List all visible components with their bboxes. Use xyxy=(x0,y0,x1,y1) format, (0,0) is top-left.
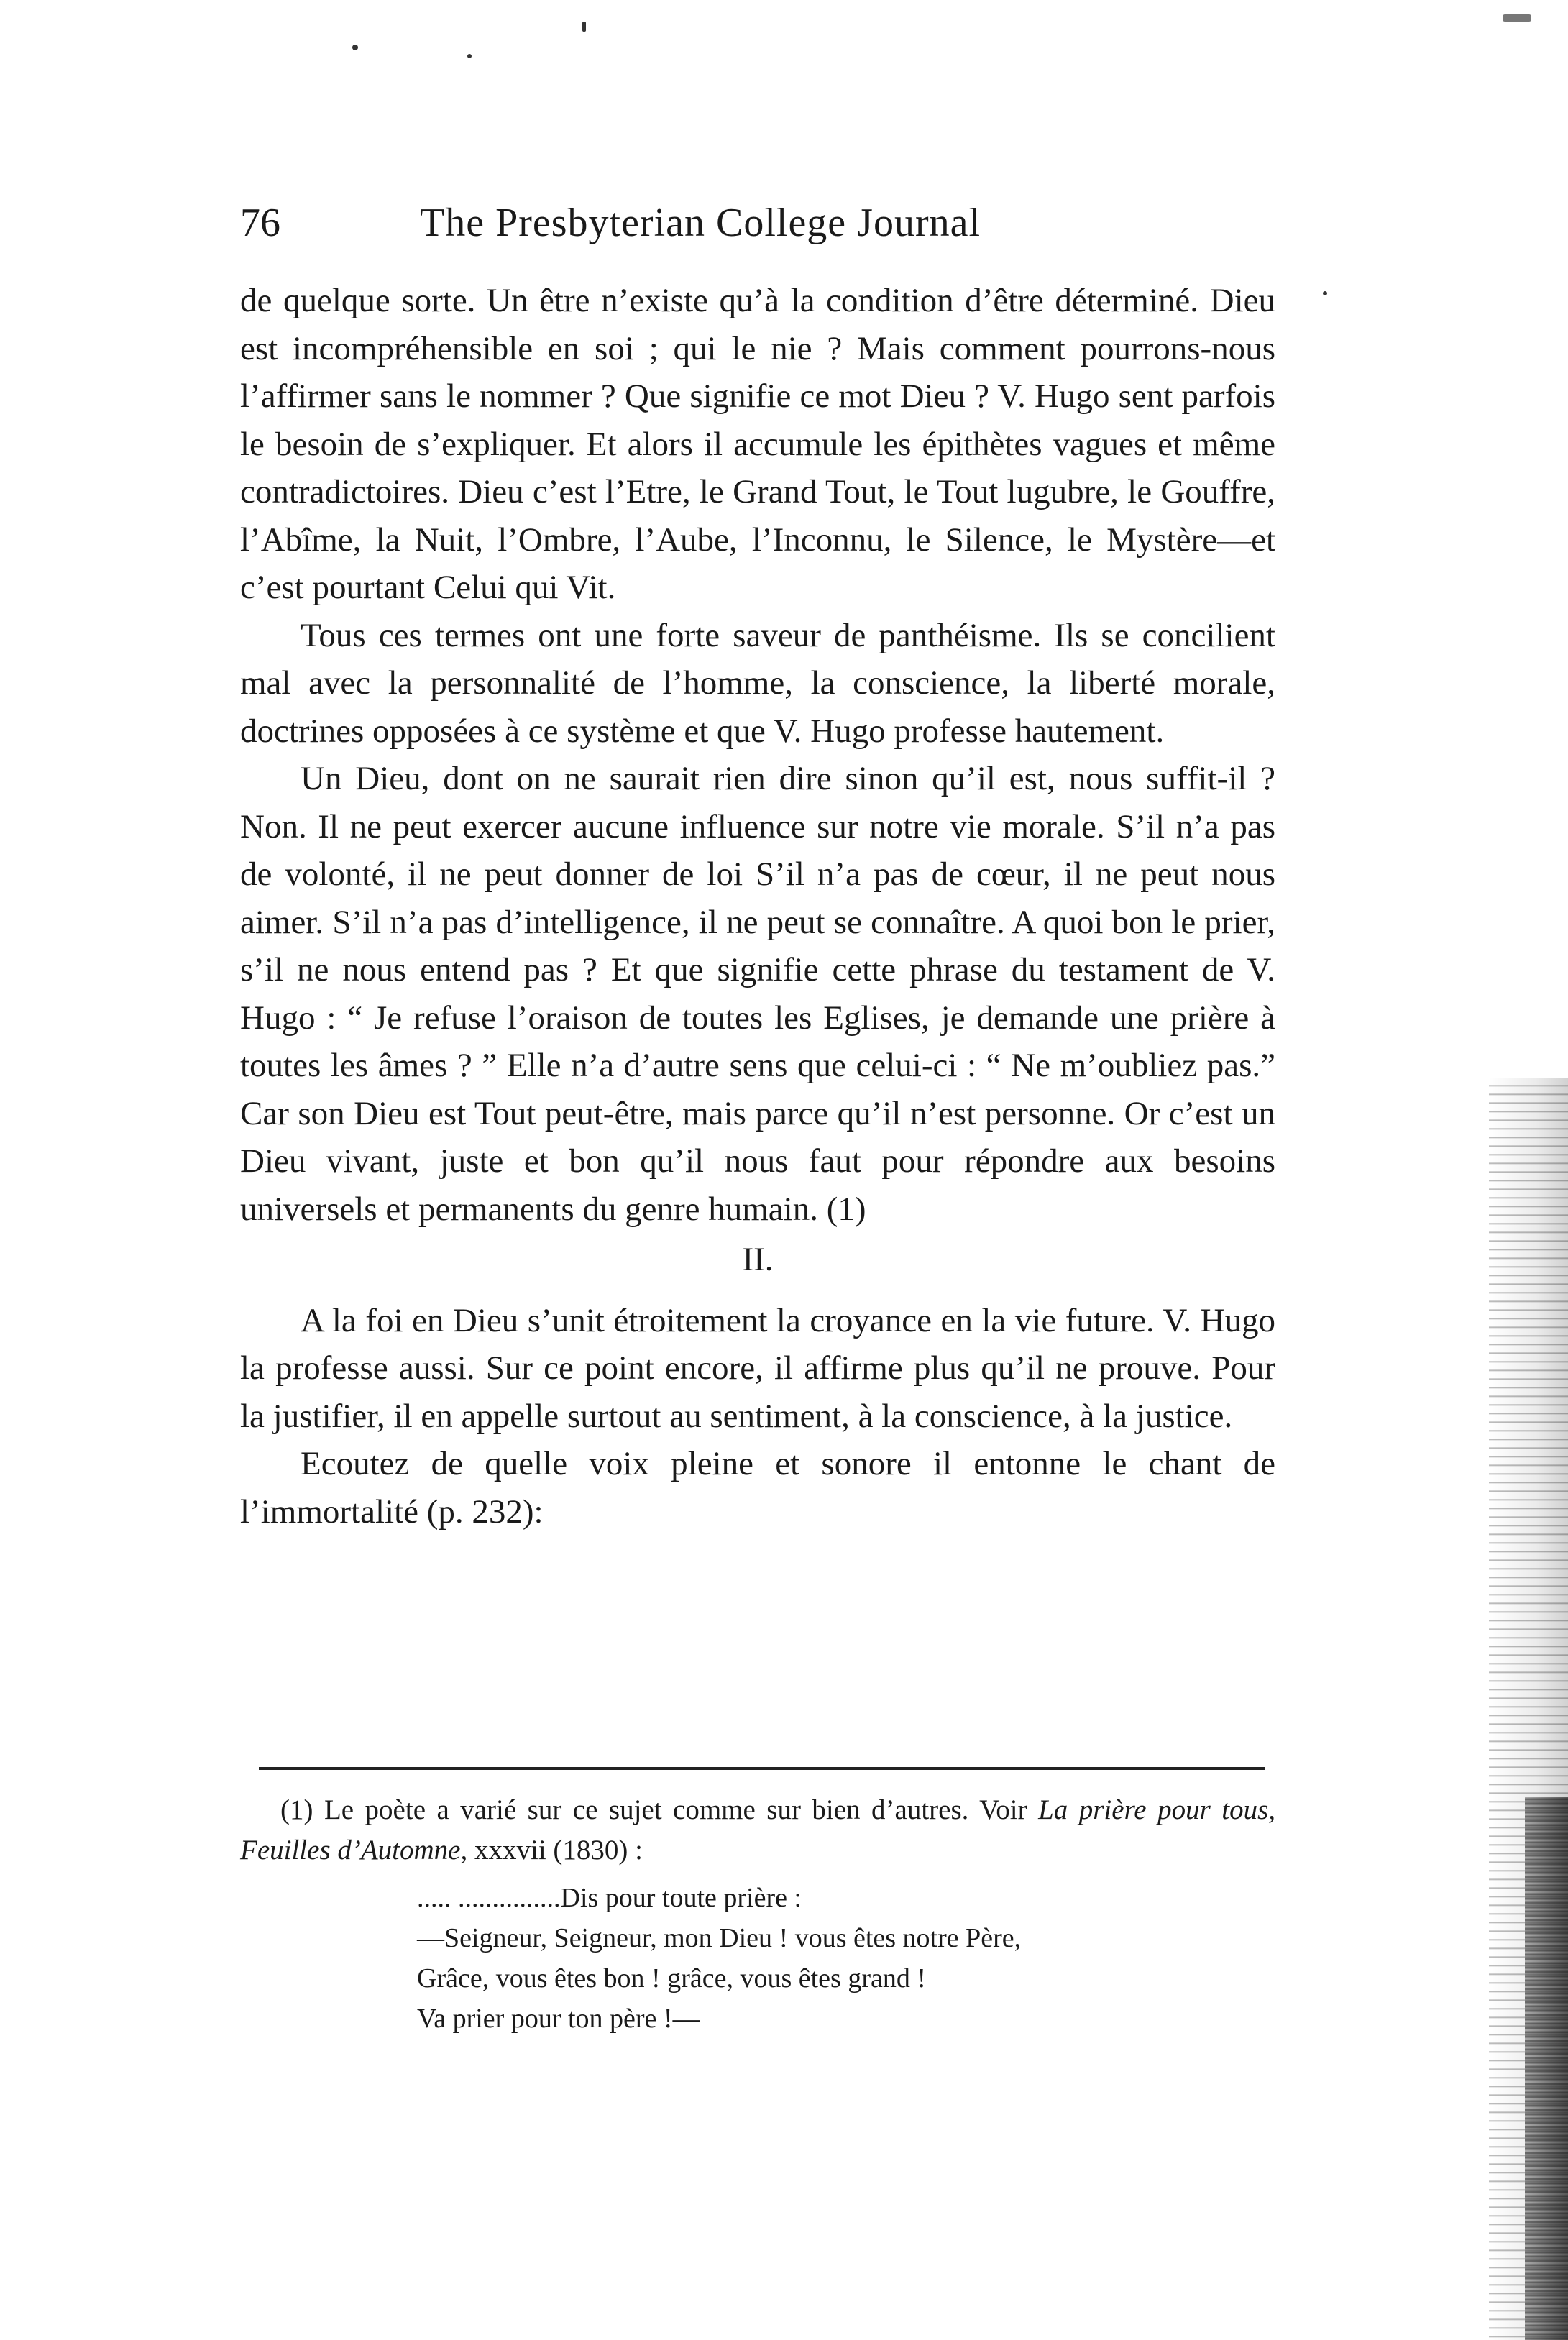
footnote-verse xyxy=(417,1878,1244,2039)
journal-title: The Presbyterian College Journal xyxy=(420,201,981,245)
footnote-text-end: xxxvii (1830) : xyxy=(467,1835,643,1866)
footnote-italic-title: La prière pour tous, xyxy=(1038,1794,1275,1825)
verse-line: ..... ...............Dis pour toute prière : xyxy=(417,1883,802,1913)
body-text xyxy=(240,277,1275,1536)
paragraph-5: Ecoutez de quelle voix pleine et sonore il entonne le chant de l’immortalité (p. 232): xyxy=(240,1445,1275,1531)
footnote-divider xyxy=(259,1767,1265,1770)
scan-speck xyxy=(1323,291,1327,295)
paragraph-1: de quelque sorte. Un être n’existe qu’à la condition d’être déterminé. Dieu est incompréhensible en soi ; qui le nie ? Mais comment pourrons-nous l’affirmer sans le nommer ? Que signifie ce mot Dieu ? V. Hugo sent parfois le besoin de s’expliquer. Et alors il accumule les épithètes vagues et même contradictoires. Dieu c’est l’Etre, le Grand Tout, le Tout lugubre, le Gouffre, l’Abîme, la Nuit, l’Ombre, l’Aube, l’Inconnu, le Silence, le Mystère—et c’est pourtant Celui qui Vit. xyxy=(240,282,1275,606)
scan-speck xyxy=(467,54,472,58)
paragraph-2: Tous ces termes ont une forte saveur de panthéisme. Ils se concilient mal avec la personnalité de l’homme, la conscience, la liberté morale, doctrines opposées à ce système et que V. Hugo professe hautement. xyxy=(240,616,1275,750)
verse-line: Va prier pour ton père !— xyxy=(417,2004,700,2034)
footnote-text-start: (1) Le poète a varié sur ce sujet comme sur bien d’autres. Voir xyxy=(280,1794,1039,1825)
paragraph-4: A la foi en Dieu s’unit étroitement la croyance en la vie future. V. Hugo la professe aussi. Sur ce point encore, il affirme plus qu’il ne prouve. Pour la justifier, il en appelle surtout au sentiment, à la conscience, à la justice. xyxy=(240,1301,1275,1435)
scan-speck xyxy=(1503,14,1531,22)
scan-edge-artifact-dense xyxy=(1525,1797,1568,2340)
footnote-italic-source: Feuilles d’Automne, xyxy=(240,1835,468,1866)
scan-speck xyxy=(352,45,358,50)
footnote xyxy=(240,1790,1275,1871)
verse-line: Grâce, vous êtes bon ! grâce, vous êtes grand ! xyxy=(417,1963,927,1993)
section-heading: II. xyxy=(742,1241,774,1278)
page-number: 76 xyxy=(240,201,280,245)
paragraph-3: Un Dieu, dont on ne saurait rien dire sinon qu’il est, nous suffit-il ? Non. Il ne peut exercer aucune influence sur notre vie morale. S’il n’a pas de volonté, il ne peut donner de loi S’il n’a pas de cœur, il ne peut nous aimer. S’il n’a pas d’intelligence, il ne peut se connaître. A quoi bon le prier, s’il ne nous entend pas ? Et que signifie cette phrase du testament de V. Hugo : “ Je refuse l’oraison de toutes les Eglises, je demande une prière à toutes les âmes ? ” Elle n’a d’autre sens que celui-ci : “ Ne m’oubliez pas.” Car son Dieu est Tout peut-être, mais parce qu’il n’est personne. Or c’est un Dieu vivant, juste et bon qu’il nous faut pour répondre aux besoins universels et permanents du genre humain. (1) xyxy=(240,760,1275,1228)
running-head xyxy=(240,194,1275,252)
verse-line: —Seigneur, Seigneur, mon Dieu ! vous êtes notre Père, xyxy=(417,1923,1022,1953)
footnote-text xyxy=(240,1790,1275,1871)
scan-speck xyxy=(582,22,586,32)
